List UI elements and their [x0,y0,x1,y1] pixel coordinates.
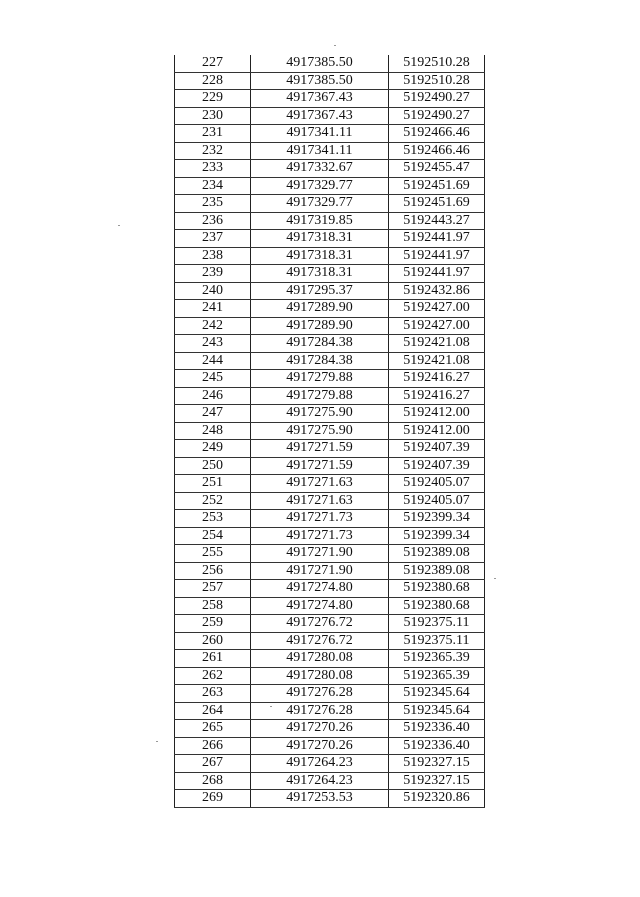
point-number-cell: 259 [175,615,251,633]
point-number-cell: 234 [175,177,251,195]
point-number-cell: 260 [175,632,251,650]
point-number-cell: 229 [175,90,251,108]
point-number-cell: 240 [175,282,251,300]
table-row [175,685,485,703]
x-coordinate-cell: 4917275.90 [251,422,389,440]
point-number-cell: 247 [175,405,251,423]
table-row [175,387,485,405]
table-row [175,790,485,808]
point-number-cell: 235 [175,195,251,213]
y-coordinate-cell: 5192336.40 [389,720,485,738]
table-row [175,247,485,265]
scan-speck [270,706,272,707]
table-row [175,702,485,720]
table-row [175,545,485,563]
table-row [175,212,485,230]
x-coordinate-cell: 4917329.77 [251,195,389,213]
x-coordinate-cell: 4917367.43 [251,107,389,125]
table-row [175,667,485,685]
y-coordinate-cell: 5192407.39 [389,440,485,458]
coordinates-table [174,55,485,808]
table-row [175,510,485,528]
point-number-cell: 241 [175,300,251,318]
y-coordinate-cell: 5192455.47 [389,160,485,178]
point-number-cell: 268 [175,772,251,790]
x-coordinate-cell: 4917270.26 [251,737,389,755]
y-coordinate-cell: 5192365.39 [389,650,485,668]
table-row [175,475,485,493]
table-row [175,195,485,213]
y-coordinate-cell: 5192412.00 [389,405,485,423]
point-number-cell: 269 [175,790,251,808]
y-coordinate-cell: 5192451.69 [389,177,485,195]
x-coordinate-cell: 4917271.73 [251,510,389,528]
y-coordinate-cell: 5192510.28 [389,55,485,72]
y-coordinate-cell: 5192441.97 [389,230,485,248]
y-coordinate-cell: 5192427.00 [389,300,485,318]
x-coordinate-cell: 4917341.11 [251,125,389,143]
table-row [175,72,485,90]
y-coordinate-cell: 5192327.15 [389,755,485,773]
y-coordinate-cell: 5192375.11 [389,632,485,650]
x-coordinate-cell: 4917276.72 [251,615,389,633]
x-coordinate-cell: 4917367.43 [251,90,389,108]
y-coordinate-cell: 5192320.86 [389,790,485,808]
y-coordinate-cell: 5192407.39 [389,457,485,475]
y-coordinate-cell: 5192416.27 [389,370,485,388]
y-coordinate-cell: 5192399.34 [389,527,485,545]
y-coordinate-cell: 5192416.27 [389,387,485,405]
x-coordinate-cell: 4917341.11 [251,142,389,160]
x-coordinate-cell: 4917332.67 [251,160,389,178]
table-row [175,352,485,370]
y-coordinate-cell: 5192466.46 [389,125,485,143]
point-number-cell: 267 [175,755,251,773]
point-number-cell: 251 [175,475,251,493]
point-number-cell: 255 [175,545,251,563]
table-row [175,597,485,615]
table-row [175,737,485,755]
point-number-cell: 245 [175,370,251,388]
x-coordinate-cell: 4917253.53 [251,790,389,808]
point-number-cell: 228 [175,72,251,90]
table-row [175,650,485,668]
table-row [175,282,485,300]
point-number-cell: 243 [175,335,251,353]
table-row [175,457,485,475]
table-row [175,125,485,143]
point-number-cell: 239 [175,265,251,283]
x-coordinate-cell: 4917279.88 [251,370,389,388]
y-coordinate-cell: 5192345.64 [389,685,485,703]
y-coordinate-cell: 5192336.40 [389,737,485,755]
scan-speck [156,741,158,742]
x-coordinate-cell: 4917271.73 [251,527,389,545]
x-coordinate-cell: 4917275.90 [251,405,389,423]
x-coordinate-cell: 4917279.88 [251,387,389,405]
scan-speck [334,45,336,46]
coordinates-table-body [175,55,485,807]
table-row [175,562,485,580]
x-coordinate-cell: 4917280.08 [251,650,389,668]
y-coordinate-cell: 5192345.64 [389,702,485,720]
x-coordinate-cell: 4917270.26 [251,720,389,738]
point-number-cell: 230 [175,107,251,125]
y-coordinate-cell: 5192327.15 [389,772,485,790]
x-coordinate-cell: 4917318.31 [251,247,389,265]
table-row [175,107,485,125]
x-coordinate-cell: 4917284.38 [251,352,389,370]
point-number-cell: 246 [175,387,251,405]
x-coordinate-cell: 4917276.28 [251,702,389,720]
x-coordinate-cell: 4917264.23 [251,755,389,773]
point-number-cell: 231 [175,125,251,143]
point-number-cell: 233 [175,160,251,178]
point-number-cell: 252 [175,492,251,510]
table-row [175,440,485,458]
x-coordinate-cell: 4917264.23 [251,772,389,790]
point-number-cell: 265 [175,720,251,738]
point-number-cell: 250 [175,457,251,475]
point-number-cell: 266 [175,737,251,755]
y-coordinate-cell: 5192421.08 [389,352,485,370]
table-row [175,405,485,423]
x-coordinate-cell: 4917271.63 [251,492,389,510]
x-coordinate-cell: 4917271.63 [251,475,389,493]
x-coordinate-cell: 4917385.50 [251,72,389,90]
y-coordinate-cell: 5192380.68 [389,597,485,615]
x-coordinate-cell: 4917274.80 [251,580,389,598]
y-coordinate-cell: 5192375.11 [389,615,485,633]
x-coordinate-cell: 4917276.72 [251,632,389,650]
point-number-cell: 227 [175,55,251,72]
table-row [175,422,485,440]
point-number-cell: 249 [175,440,251,458]
y-coordinate-cell: 5192421.08 [389,335,485,353]
point-number-cell: 237 [175,230,251,248]
x-coordinate-cell: 4917318.31 [251,265,389,283]
table-row [175,755,485,773]
table-row [175,615,485,633]
table-row [175,230,485,248]
y-coordinate-cell: 5192412.00 [389,422,485,440]
y-coordinate-cell: 5192389.08 [389,545,485,563]
table-row [175,300,485,318]
x-coordinate-cell: 4917271.59 [251,440,389,458]
y-coordinate-cell: 5192490.27 [389,107,485,125]
table-row [175,177,485,195]
table-row [175,772,485,790]
x-coordinate-cell: 4917280.08 [251,667,389,685]
y-coordinate-cell: 5192427.00 [389,317,485,335]
y-coordinate-cell: 5192365.39 [389,667,485,685]
y-coordinate-cell: 5192441.97 [389,247,485,265]
point-number-cell: 244 [175,352,251,370]
table-row [175,265,485,283]
y-coordinate-cell: 5192451.69 [389,195,485,213]
y-coordinate-cell: 5192490.27 [389,90,485,108]
point-number-cell: 256 [175,562,251,580]
table-row [175,632,485,650]
y-coordinate-cell: 5192443.27 [389,212,485,230]
y-coordinate-cell: 5192405.07 [389,475,485,493]
point-number-cell: 253 [175,510,251,528]
point-number-cell: 254 [175,527,251,545]
point-number-cell: 242 [175,317,251,335]
x-coordinate-cell: 4917271.90 [251,562,389,580]
x-coordinate-cell: 4917319.85 [251,212,389,230]
y-coordinate-cell: 5192399.34 [389,510,485,528]
table-row [175,90,485,108]
table-row [175,317,485,335]
y-coordinate-cell: 5192432.86 [389,282,485,300]
point-number-cell: 261 [175,650,251,668]
table-row [175,335,485,353]
point-number-cell: 264 [175,702,251,720]
point-number-cell: 257 [175,580,251,598]
table-row [175,527,485,545]
x-coordinate-cell: 4917385.50 [251,55,389,72]
point-number-cell: 232 [175,142,251,160]
x-coordinate-cell: 4917318.31 [251,230,389,248]
table-row [175,370,485,388]
x-coordinate-cell: 4917271.90 [251,545,389,563]
table-row [175,492,485,510]
point-number-cell: 236 [175,212,251,230]
table-row [175,142,485,160]
scan-speck [494,578,496,579]
point-number-cell: 262 [175,667,251,685]
y-coordinate-cell: 5192405.07 [389,492,485,510]
table-row [175,580,485,598]
point-number-cell: 238 [175,247,251,265]
y-coordinate-cell: 5192510.28 [389,72,485,90]
y-coordinate-cell: 5192466.46 [389,142,485,160]
y-coordinate-cell: 5192389.08 [389,562,485,580]
point-number-cell: 263 [175,685,251,703]
table-row [175,160,485,178]
scan-speck [118,225,120,226]
x-coordinate-cell: 4917284.38 [251,335,389,353]
x-coordinate-cell: 4917295.37 [251,282,389,300]
point-number-cell: 258 [175,597,251,615]
x-coordinate-cell: 4917274.80 [251,597,389,615]
x-coordinate-cell: 4917289.90 [251,317,389,335]
y-coordinate-cell: 5192441.97 [389,265,485,283]
y-coordinate-cell: 5192380.68 [389,580,485,598]
table-row [175,720,485,738]
x-coordinate-cell: 4917289.90 [251,300,389,318]
x-coordinate-cell: 4917329.77 [251,177,389,195]
point-number-cell: 248 [175,422,251,440]
x-coordinate-cell: 4917276.28 [251,685,389,703]
table-row [175,55,485,72]
x-coordinate-cell: 4917271.59 [251,457,389,475]
